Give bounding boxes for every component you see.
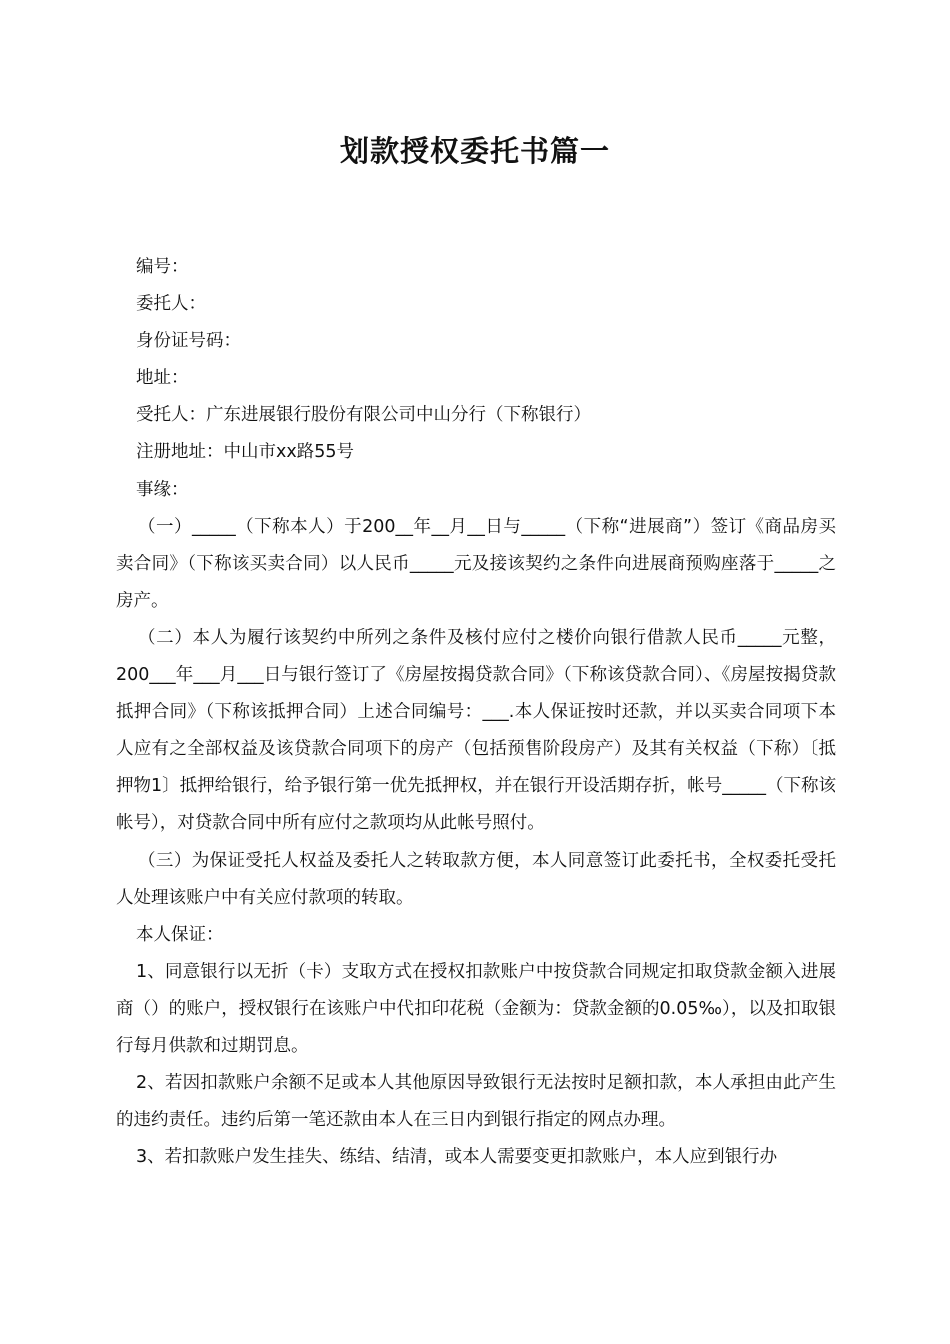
paragraph-1: （一）_____（下称本人）于200__年__月__日与_____（下称“进展商”）签订《商品房买卖合同》（下称该买卖合同）以人民币_____元及接该契约之条件向进展商预购座落于_____之房产。: [116, 516, 836, 611]
guarantee-heading: 本人保证：: [136, 924, 224, 945]
guarantee-2: 2、若因扣款账户余额不足或本人其他原因导致银行无法按时足额扣款，本人承担由此产生的违约责任。违约后第一笔还款由本人在三日内到银行指定的网点办理。: [116, 1073, 836, 1131]
field-id-number: 身份证号码：: [136, 331, 241, 352]
field-principal: 委托人：: [136, 294, 206, 315]
paragraph-3: （三）为保证受托人权益及委托人之转取款方便，本人同意签订此委托书，全权委托受托人处理该账户中有关应付款项的转取。: [116, 850, 836, 908]
field-agent: 受托人：广东进展银行股份有限公司中山分行（下称银行）: [136, 405, 591, 426]
document-title: 划款授权委托书篇一: [339, 134, 610, 168]
guarantee-1: 1、同意银行以无折（卡）支取方式在授权扣款账户中按贷款合同规定扣取贷款金额入进展商（）的账户，授权银行在该账户中代扣印花税（金额为：贷款金额的0.05‰），以及扣取银行每月供款和过期罚息。: [116, 961, 836, 1056]
field-registered-address: 注册地址：中山市xx路55号: [136, 442, 354, 463]
field-address: 地址：: [136, 368, 189, 389]
field-matter: 事缘：: [136, 479, 189, 500]
field-number: 编号：: [136, 257, 189, 277]
paragraph-2: （二）本人为履行该契约中所列之条件及核付应付之楼价向银行借款人民币_____元整，200___年___月___日与银行签订了《房屋按揭贷款合同》（下称该贷款合同）、《房屋按揭贷款抵押合同》（下称该抵押合同）上述合同编号：___.本人保证按时还款，并以买卖合同项下本人应有之全部权益及该贷款合同项下的房产（包括预售阶段房产）及其有关权益（下称）〔抵押物1〕抵押给银行，给予银行第一优先抵押权，并在银行开设活期存折，帐号_____（下称该帐号），对贷款合同中所有应付之款项均从此帐号照付。: [116, 627, 836, 834]
guarantee-3: 3、若扣款账户发生挂失、练结、结清，或本人需要变更扣款账户，本人应到银行办: [136, 1147, 778, 1168]
document-body: [116, 249, 836, 1176]
